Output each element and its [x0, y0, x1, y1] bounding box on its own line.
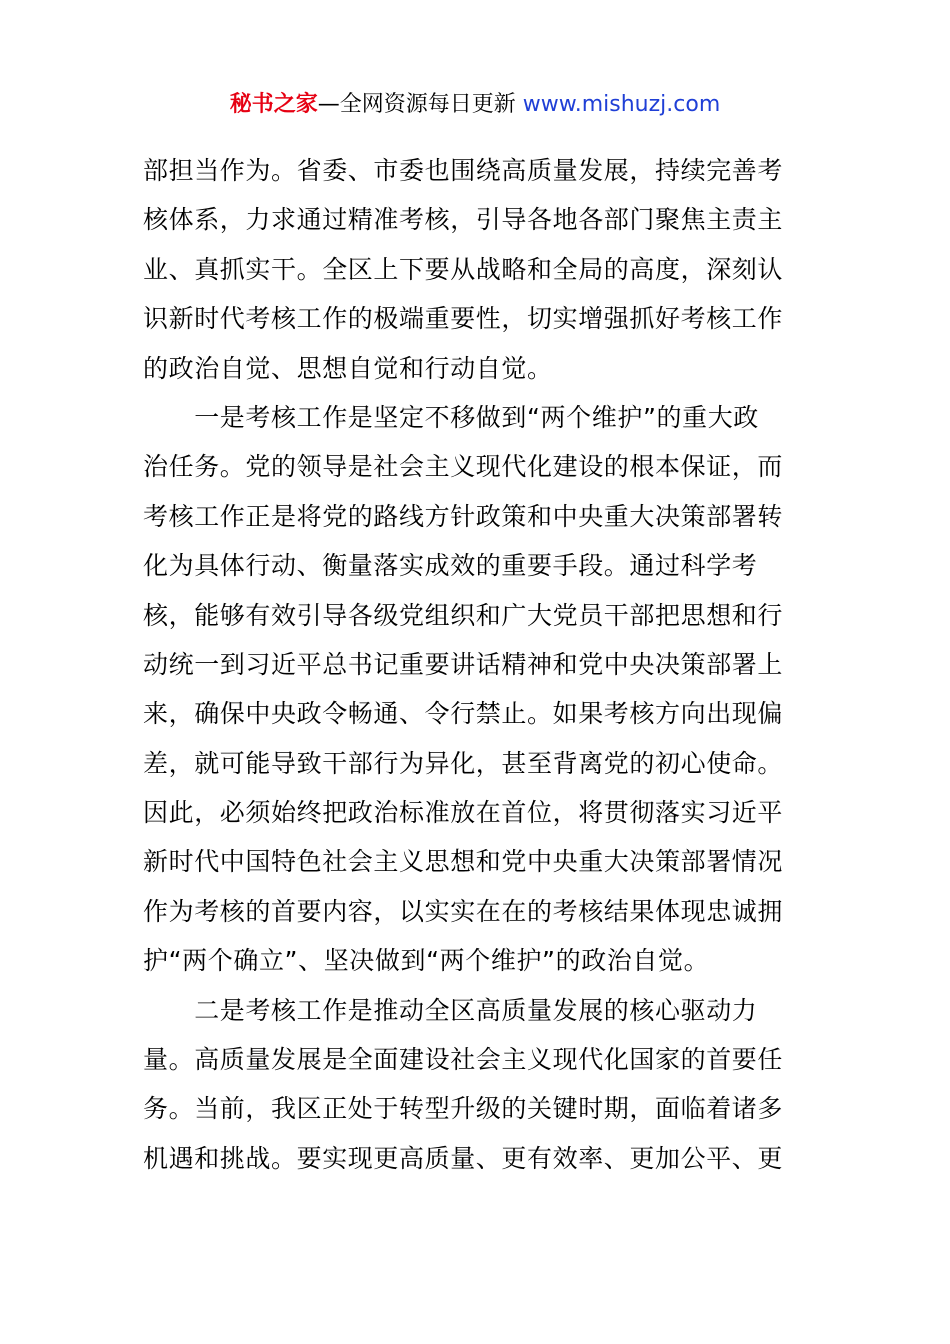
site-tagline: —全网资源每日更新	[317, 92, 523, 117]
text-line: 业、真抓实干。全区上下要从战略和全局的高度，深刻认	[143, 254, 784, 284]
text-line: 识新时代考核工作的极端重要性，切实增强抓好考核工作	[143, 304, 784, 334]
text-line: 动统一到习近平总书记重要讲话精神和党中央决策部署上	[143, 649, 784, 679]
text-line: 差，就可能导致干部行为异化，甚至背离党的初心使命。	[143, 748, 784, 778]
text-line: 考核工作正是将党的路线方针政策和中央重大决策部署转	[143, 501, 784, 531]
text-line: 因此，必须始终把政治标准放在首位，将贯彻落实习近平	[143, 798, 784, 828]
text-line: 作为考核的首要内容，以实实在在的考核结果体现忠诚拥	[143, 896, 784, 926]
text-line: 护“两个确立”、坚决做到“两个维护”的政治自觉。	[143, 946, 710, 976]
page-header	[0, 88, 950, 122]
text-line: 来，确保中央政令畅通、令行禁止。如果考核方向出现偏	[143, 699, 784, 729]
text-line: 新时代中国特色社会主义思想和党中央重大决策部署情况	[143, 847, 784, 877]
text-line: 务。当前，我区正处于转型升级的关键时期，面临着诸多	[143, 1094, 784, 1124]
text-line: 核体系，力求通过精准考核，引导各地各部门聚焦主责主	[143, 205, 784, 235]
text-line: 化为具体行动、衡量落实成效的重要手段。通过科学考	[143, 551, 758, 581]
text-line: 机遇和挑战。要实现更高质量、更有效率、更加公平、更	[143, 1143, 784, 1173]
text-line: 部担当作为。省委、市委也围绕高质量发展，持续完善考	[143, 156, 784, 185]
document-body	[143, 146, 813, 1183]
site-url-link[interactable]: www.mishuzj.com	[522, 92, 721, 117]
paragraph-two-start: 二是考核工作是推动全区高质量发展的核心驱动力	[143, 995, 758, 1025]
text-line: 治任务。党的领导是社会主义现代化建设的根本保证，而	[143, 452, 784, 482]
text-line: 量。高质量发展是全面建设社会主义现代化国家的首要任	[143, 1045, 784, 1075]
text-line: 核，能够有效引导各级党组织和广大党员干部把思想和行	[143, 600, 784, 630]
paragraph-one-start: 一是考核工作是坚定不移做到“两个维护”的重大政	[143, 402, 759, 432]
text-line: 的政治自觉、思想自觉和行动自觉。	[143, 353, 553, 383]
site-brand: 秘书之家	[229, 92, 318, 117]
